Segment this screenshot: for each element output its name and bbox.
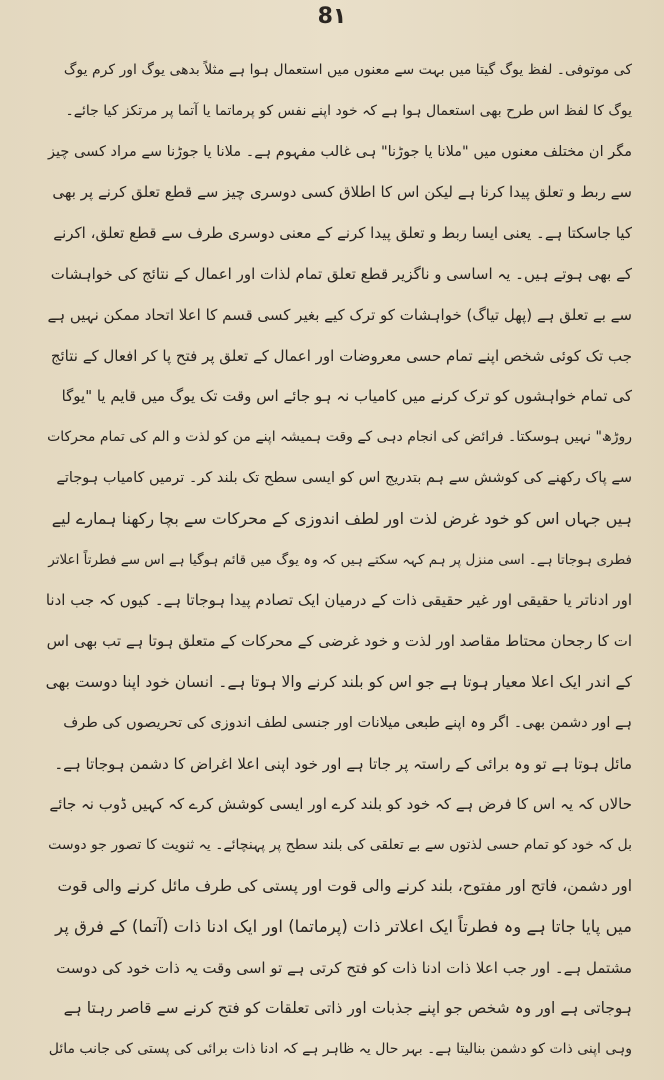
text-line: روڑھ" نہیں ہوسکتا۔ فرائض کی انجام دہی کے وقت ہمیشہ اپنے من کو لذت و الم کی تمام محرکات — [47, 429, 632, 446]
text-line: کی موتوفی۔ لفظ یوگ گیتا میں بہت سے معنوں میں استعمال ہوا ہے مثلاً بدھی یوگ اور کرم یوگ — [63, 62, 632, 78]
text-line: مگر ان مختلف معنوں میں "ملانا یا جوڑنا" ہی غالب مفہوم ہے۔ ملانا یا جوڑنا سے مراد کسی چیز — [48, 143, 632, 160]
text-line: مائل ہوتا ہے تو وہ برائی کے راستہ پر جاتا ہے اور خود اپنی اعلا اغراض کا دشمن ہوجاتا ہے۔ — [54, 754, 632, 773]
text-line: سے پاک رکھنے کی کوشش سے ہم بتدریج اس کو ایسی سطح تک بلند کر۔ ترمیں کامیاب ہوجاتے — [56, 469, 632, 486]
text-line: مشتمل ہے۔ اور جب اعلا ذات ادنا ذات کو فتح کرتی ہے تو اسی وقت یہ ذات خود کی دوست — [56, 958, 632, 977]
text-line: ہوجاتی ہے اور وہ شخص جو اپنے جذبات اور ذاتی تعلقات کو فتح کرنے سے قاصر رہتا ہے — [63, 999, 632, 1018]
text-line: اور ادناتر یا حقیقی اور غیر حقیقی ذات کے درمیان ایک تصادم پیدا ہوجاتا ہے۔ کیوں کہ جب ادنا — [46, 591, 632, 610]
text-line: ہیں جہاں اس کو خود غرض لذت اور لطف اندوزی کے محرکات سے بچا رکھنا ہمارے لیے — [51, 508, 632, 528]
text-line: کے بھی ہوتے ہیں۔ یہ اساسی و ناگزیر قطع تعلق تمام لذات اور اعمال کے نتائج کی خواہشات — [50, 264, 632, 283]
page-number: 8۱ — [317, 4, 347, 29]
text-line: سے ربط و تعلق پیدا کرنا ہے لیکن اس کا اطلاق کسی دوسری چیز سے قطع تعلق کرنے پر بھی — [52, 183, 632, 202]
text-line: اور دشمن، فاتح اور مفتوح، بلند کرنے والی قوت اور پستی کی طرف مائل کرنے والی قوت — [57, 876, 632, 895]
text-line: بل کہ خود کو تمام حسی لذتوں سے بے تعلقی کی بلند سطح پر پہنچائے۔ یہ ثنویت کا تصور جو دوست — [48, 837, 632, 854]
text-line: یوگ کا لفظ اس طرح بھی استعمال ہوا ہے کہ خود اپنے نفس کو پرماتما یا آتما پر مرتکز کیا جائے۔ — [65, 102, 632, 119]
text-line: ہے اور دشمن بھی۔ اگر وہ اپنے طبعی میلانات اور جنسی لطف اندوزی کی تحریصوں کی طرف — [63, 714, 632, 731]
text-line: وہی اپنی ذات کو دشمن بنالیتا ہے۔ بہر حال یہ ظاہر ہے کہ ادنا ذات برائی کی پستی کی جانب مائل — [48, 1041, 632, 1058]
text-line: کے اندر ایک اعلا معیار ہوتا ہے جو اس کو بلند کرنے والا ہوتا ہے۔ انسان خود اپنا دوست بھی — [46, 672, 632, 691]
text-line: جب تک کوئی شخص اپنے تمام حسی معروضات اور اعمال کے تعلق پر فتح پا کر افعال کے نتائج — [50, 346, 632, 365]
text-line: کیا جاسکتا ہے۔ یعنی ایسا ربط و تعلق پیدا کرنے کے معنی دوسری طرف سے قطع تعلق، اکرنے — [53, 224, 632, 243]
text-line: کی تمام خواہشوں کو ترک کرنے میں کامیاب نہ ہو جائے اس وقت تک یوگ میں قایم یا "یوگا — [61, 387, 632, 406]
text-line: میں پایا جاتا ہے وہ فطرتاً ایک اعلاتر ذات (پرماتما) اور ایک ادنا ذات (آتما) کے فرق پر — [55, 916, 632, 936]
body-text — [46, 50, 632, 1070]
text-line: ات کا رجحان محتاط مقاصد اور لذت و خود غرضی کے محرکات کے متعلق ہوتا ہے تب بھی اس — [46, 632, 632, 651]
text-line: حالاں کہ یہ اس کا فرض ہے کہ خود کو بلند کرے اور ایسی کوشش کرے کہ کہیں ڈوب نہ جائے — [49, 795, 632, 814]
text-line: فطری ہوجاتا ہے۔ اسی منزل پر ہم کہہ سکتے ہیں کہ وہ یوگ میں قائم ہوگیا ہے اس سے فطرتاً اعلاتر — [48, 551, 632, 568]
text-line: سے بے تعلق ہے (پھل تیاگ) خواہشات کو ترک کیے بغیر کسی قسم کا اعلا اتحاد ممکن نہیں ہے — [47, 305, 632, 324]
